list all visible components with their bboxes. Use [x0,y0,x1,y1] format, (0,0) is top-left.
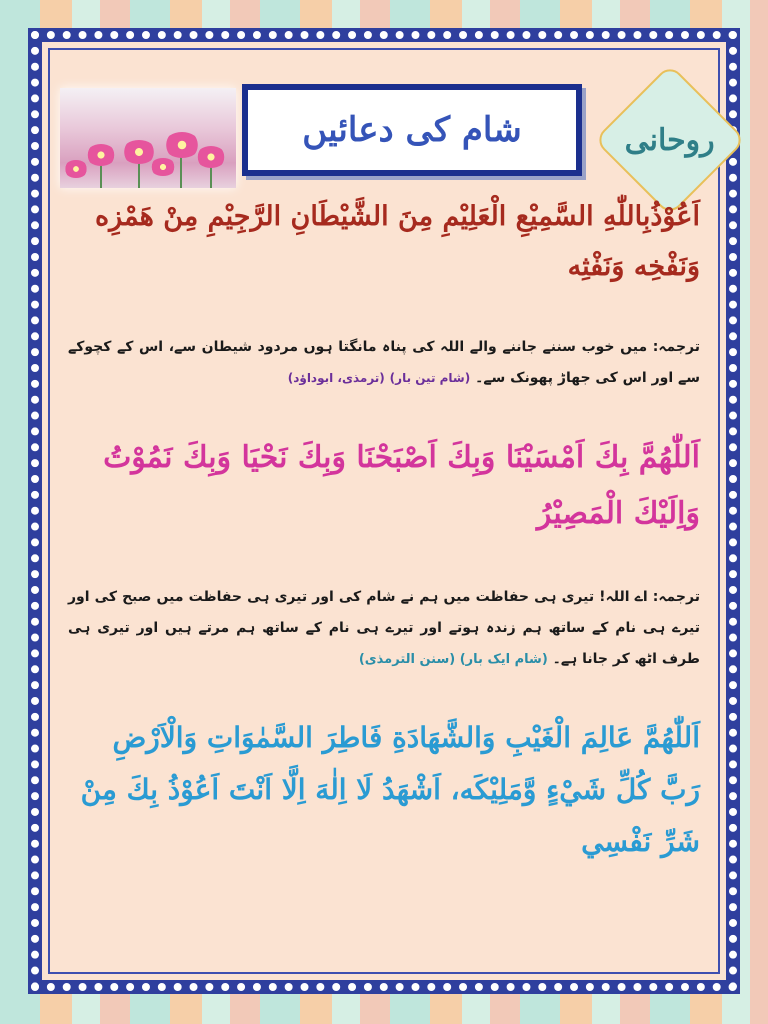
dua-1-count: (شام تین بار) [389,370,471,385]
dua-1-arabic-block [68,192,700,292]
dua-2-translation-text: ترجمہ: اے اللہ! تیری ہی حفاظت میں ہم نے شام کی اور تیری ہی حفاظت میں صبح کی اور تیرے ہی نام کے ساتھ ہم زندہ ہوتے اور تیرے ہی نام کے ساتھ ہم مرتے ہیں اور تیری ہی طرف اٹھ کر جانا ہے۔ [68,589,700,667]
dua-2-arabic-block [68,430,700,541]
dua-1-translation-block [68,332,700,394]
page-title: شام کی دعائیں [302,110,522,150]
page-frame [28,28,740,994]
logo-text: روحانی [624,122,716,158]
flower-photo [60,88,236,188]
dua-1-arabic: اَعُوْذُبِاللّٰهِ السَّمِيْعِ الْعَلِيْمِ مِنَ الشَّيْطَانِ الرَّجِيْمِ مِنْ هَمْزِه وَنَفْخِه وَنَفْثِه [94,201,700,282]
dua-3-arabic-block [68,712,700,867]
dua-2-translation [68,582,700,674]
dua-3-arabic: اَللّٰهُمَّ عَالِمَ الْغَيْبِ وَالشَّهَادَةِ فَاطِرَ السَّمٰوَاتِ وَالْاَرْضِ رَبَّ كُلِّ شَيْءٍ وَّمَلِيْكَه، اَشْهَدُ لَا اِلٰهَ اِلَّا اَنْتَ اَعُوْذُ بِكَ مِنْ شَرِّ نَفْسِي [80,721,700,858]
title-box [242,84,582,176]
dua-1-translation [68,332,700,394]
dua-1-translation-text: ترجمہ: میں خوب سننے جاننے والے اللہ کی پناہ مانگتا ہوں مردود شیطان سے، اس کے کچوکے سے اور اس کی جھاڑ پھونک سے۔ [68,339,700,386]
dua-1-source: (ترمذی، ابوداؤد) [287,370,385,385]
dua-2-reference: (شام ایک بار) (سنن الترمذی) [358,651,548,667]
dua-2-arabic: اَللّٰهُمَّ بِكَ اَمْسَيْنَا وَبِكَ اَصْبَحْنَا وَبِكَ نَحْيَا وَبِكَ نَمُوْتُ وَاِلَيْكَ الْمَصِيْرُ [103,440,700,531]
dua-2-translation-block [68,582,700,674]
